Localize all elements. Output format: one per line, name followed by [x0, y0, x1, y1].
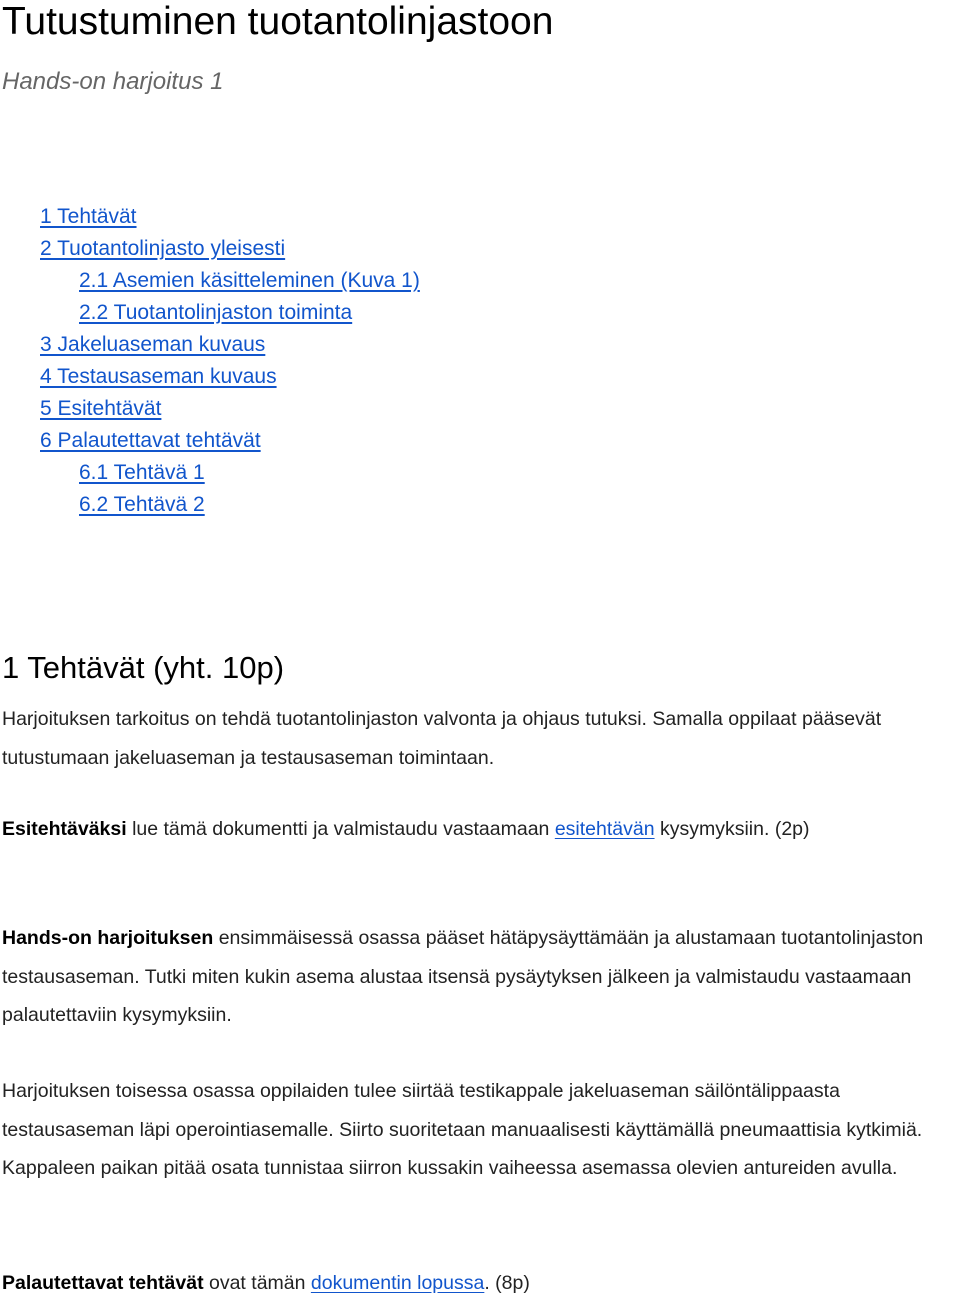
link-dokumentin-lopussa[interactable]: dokumentin lopussa [310, 1272, 485, 1294]
toc-item [0, 329, 420, 361]
document-subtitle: Hands-on harjoitus 1 [2, 68, 224, 95]
link-esitehtavan[interactable]: esitehtävän [554, 818, 655, 840]
toc-link-jakeluaseman-kuvaus[interactable]: 3 Jakeluaseman kuvaus [40, 333, 266, 356]
paragraph-pretask [2, 810, 958, 849]
toc-item [0, 393, 420, 425]
toc-item [0, 425, 420, 457]
toc-item [0, 201, 420, 233]
paragraph-text: . (8p) [484, 1272, 530, 1294]
toc-link-tehtavat[interactable]: 1 Tehtävät [40, 205, 137, 228]
paragraph-text: lue tämä dokumentti ja valmistaudu vastaamaan [126, 818, 555, 840]
toc-link-asemien-kasitteleminen[interactable]: 2.1 Asemien käsitteleminen (Kuva 1) [79, 269, 420, 292]
paragraph-hands-on [2, 919, 958, 1035]
toc-item [0, 297, 420, 329]
paragraph-text: ovat tämän [203, 1272, 311, 1294]
document-title: Tutustuminen tuotantolinjastoon [2, 0, 554, 43]
bold-hands-on-harjoituksen: Hands-on harjoituksen [2, 927, 214, 949]
paragraph-text: ensimmäisessä osassa pääset hätäpysäyttämään ja alustamaan tuotantolinjaston testausaseman. Tutki miten kukin asema alustaa itsensä pysäytyksen jälkeen ja valmistaudu vastaamaan palautettaviin kysymyksiin. [2, 927, 924, 1026]
toc-link-tuotantolinjaston-toiminta[interactable]: 2.2 Tuotantolinjaston toiminta [79, 301, 353, 324]
toc-link-tehtava-2[interactable]: 6.2 Tehtävä 2 [79, 493, 205, 516]
toc-link-palautettavat-tehtavat[interactable]: 6 Palautettavat tehtävät [40, 429, 261, 452]
paragraph-purpose: Harjoituksen tarkoitus on tehdä tuotantolinjaston valvonta ja ohjaus tutuksi. Samalla oppilaat pääsevät tutustumaan jakeluaseman ja testausaseman toimintaan. [2, 708, 882, 769]
toc-item [0, 489, 420, 521]
section-heading-tehtavat: 1 Tehtävät (yht. 10p) [2, 650, 285, 685]
toc-item [0, 361, 420, 393]
bold-palautettavat-tehtavat: Palautettavat tehtävät [2, 1272, 204, 1294]
toc-link-testausaseman-kuvaus[interactable]: 4 Testausaseman kuvaus [40, 365, 277, 388]
toc-item [0, 457, 420, 489]
toc-link-esitehtavat[interactable]: 5 Esitehtävät [40, 397, 162, 420]
paragraph-text: kysymyksiin. (2p) [654, 818, 810, 840]
toc-link-tehtava-1[interactable]: 6.1 Tehtävä 1 [79, 461, 205, 484]
toc-link-tuotantolinjasto-yleisesti[interactable]: 2 Tuotantolinjasto yleisesti [40, 237, 286, 260]
toc-item [0, 265, 420, 297]
paragraph-deliverables [2, 1264, 958, 1303]
toc-item [0, 233, 420, 265]
bold-esitehtavaksi: Esitehtäväksi [2, 818, 127, 840]
paragraph-second-part: Harjoituksen toisessa osassa oppilaiden tulee siirtää testikappale jakeluaseman säilöntälippaasta testausaseman läpi operointiasemalle. Siirto suoritetaan manuaalisesti käyttämällä pneumaattisia kytkimiä. Kappaleen paikan pitää osata tunnistaa siirron kussakin vaiheessa asemassa olevien antureiden avulla. [2, 1080, 923, 1179]
table-of-contents [0, 201, 420, 521]
